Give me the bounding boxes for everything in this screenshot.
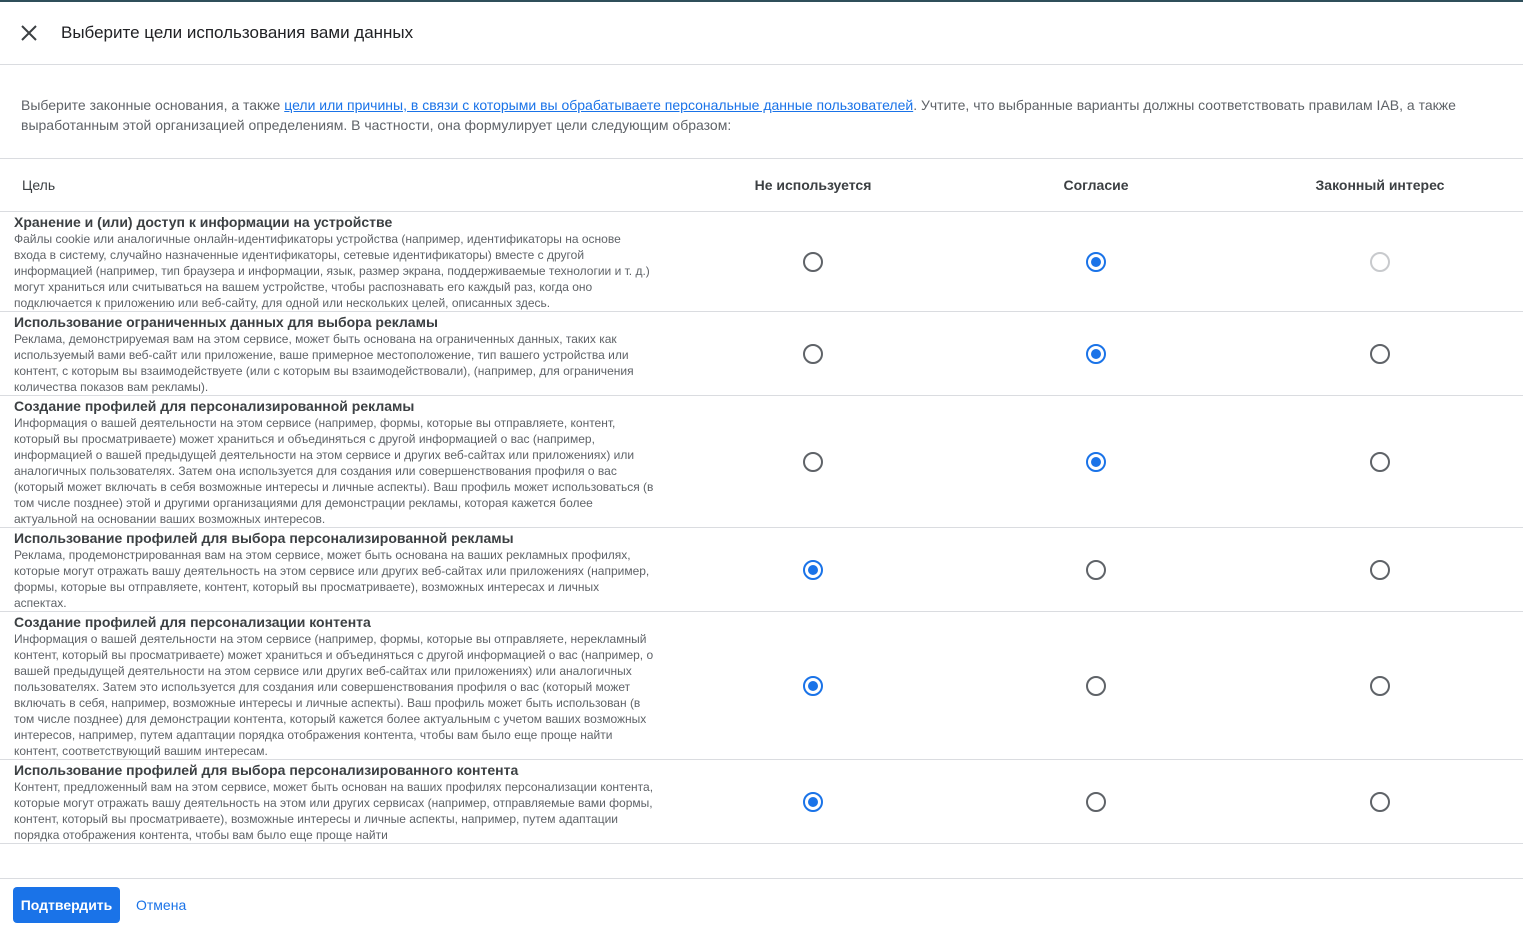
column-header-not-used: Не используется [754,177,872,193]
radio-consent[interactable] [1086,452,1106,472]
radio-not-used[interactable] [803,252,823,272]
dialog-title: Выберите цели использования вами данных [61,23,414,42]
radio-not-used[interactable] [803,344,823,364]
purpose-title: Хранение и (или) доступ к информации на устройстве [14,214,393,230]
purpose-title: Создание профилей для персонализации контента [14,614,371,630]
purpose-description: Файлы cookie или аналогичные онлайн-идентификаторы устройства (например, идентификаторы на основе входа в систему, случайно назначенные идентификаторы, сетевые идентификаторы) вместе с другой информацией (например, тип браузера и информации, язык, размер экрана, поддерживаемые технологии и т. д.) могут храниться или считываться на вашем устройстве, чтобы распознавать его каждый раз, когда оно подключается к приложению или веб-сайту, для одной или нескольких целей, описанных здесь. [14,232,650,310]
purpose-description: Реклама, демонстрируемая вам на этом сервисе, может быть основана на ограниченных данных, таких как используемый вами веб-сайт или приложение, ваше примерное местоположение, тип вашего устройства или контент, с которым вы взаимодействуете (или с которым вы взаимодействовали), (например, для ограничения количества показов вам рекламы). [14,332,634,394]
dialog-footer [0,878,1523,927]
purpose-description: Информация о вашей деятельности на этом сервисе (например, формы, которые вы отправляете, контент, который вы просматриваете) может храниться и объединяться с другой информацией о вас (например, информацией о вашей предыдущей деятельности на этом сервисе и других веб-сайтах или приложениях) или аналогичных пользователях. Затем она используется для создания или совершенствования профиля о вас (который может включать в себя возможные интересы и личные аспекты). Ваш профиль может использоваться (в том числе позднее) этой и другими организациями для демонстрации рекламы, которая кажется более актуальной на основании ваших возможных интересов. [14,416,654,526]
radio-consent[interactable] [1086,252,1106,272]
purposes-link[interactable]: цели или причины, в связи с которыми вы обрабатываете персональные данные пользователей [284,97,914,113]
purpose-description: Контент, предложенный вам на этом сервисе, может быть основан на ваших профилях персонализации контента, которые могут отражать вашу деятельность на этом или других сервисах (например, отправляемые вами формы, контент, который вы просматриваете), возможные интересы и личные аспекты, например, путем адаптации порядка отображения контента, чтобы вам было еще проще найти [14,780,654,842]
purpose-title: Использование профилей для выбора персонализированной рекламы [14,530,514,546]
radio-consent[interactable] [1086,560,1106,580]
radio-legit-interest[interactable] [1370,452,1390,472]
intro-text-before: Выберите законные основания, а также [21,97,285,113]
column-header-purpose: Цель [22,177,56,193]
radio-not-used[interactable] [803,560,823,580]
radio-consent[interactable] [1086,792,1106,812]
column-header-legit-interest: Законный интерес [1315,177,1445,193]
confirm-button[interactable]: Подтвердить [13,887,120,923]
intro-text [21,95,1501,135]
table-header [0,158,1523,212]
radio-legit-interest[interactable] [1370,344,1390,364]
radio-not-used[interactable] [803,452,823,472]
radio-consent[interactable] [1086,344,1106,364]
table-row [0,396,1523,528]
cancel-button[interactable]: Отмена [128,887,194,923]
radio-not-used[interactable] [803,792,823,812]
table-row [0,212,1523,312]
purpose-title: Создание профилей для персонализированной рекламы [14,398,415,414]
close-icon [21,25,37,41]
radio-legit-interest[interactable] [1370,560,1390,580]
purpose-description: Реклама, продемонстрированная вам на этом сервисе, может быть основана на ваших рекламных профилях, которые могут отражать вашу деятельность на этом сервисе или других веб-сайтах или приложениях (например, формы, которые вы отправляете, контент, который вы просматриваете), возможных интересах и личных аспектах. [14,548,650,610]
intro-text-after: . Учтите, что выбранные варианты должны соответствовать правилам IAB, а также выработанным этой организацией определениям. В частности, она формулирует цели следующим образом: [21,97,1456,133]
purpose-description: Информация о вашей деятельности на этом сервисе (например, формы, которые вы отправляете, нерекламный контент, который вы просматриваете) может храниться и объединяться с другой информацией о вас (например, о вашей предыдущей деятельности на этом сервисе или других веб-сайтах или приложениях) или аналогичных пользователях. Затем это используется для создания или совершенствования профиля о вас (который может включать в себя, например, возможные интересы и личные аспекты). Ваш профиль может быть использован (в том числе позднее) для демонстрации контента, который кажется более актуальным с учетом ваших возможных интересов, например, путем адаптации порядка отображения контента, чтобы вам было еще проще найти контент, соответствующий вашим интересам. [14,632,654,758]
table-row [0,528,1523,612]
table-row [0,612,1523,760]
radio-not-used[interactable] [803,676,823,696]
radio-consent[interactable] [1086,676,1106,696]
purpose-title: Использование ограниченных данных для выбора рекламы [14,314,438,330]
column-header-consent: Согласие [1063,177,1129,193]
table-row [0,312,1523,396]
radio-legit-interest [1370,252,1390,272]
radio-legit-interest[interactable] [1370,792,1390,812]
purposes-list[interactable] [0,212,1523,878]
close-button[interactable] [14,18,44,48]
table-row [0,760,1523,844]
dialog-header [0,2,1523,65]
radio-legit-interest[interactable] [1370,676,1390,696]
purpose-title: Использование профилей для выбора персонализированного контента [14,762,519,778]
